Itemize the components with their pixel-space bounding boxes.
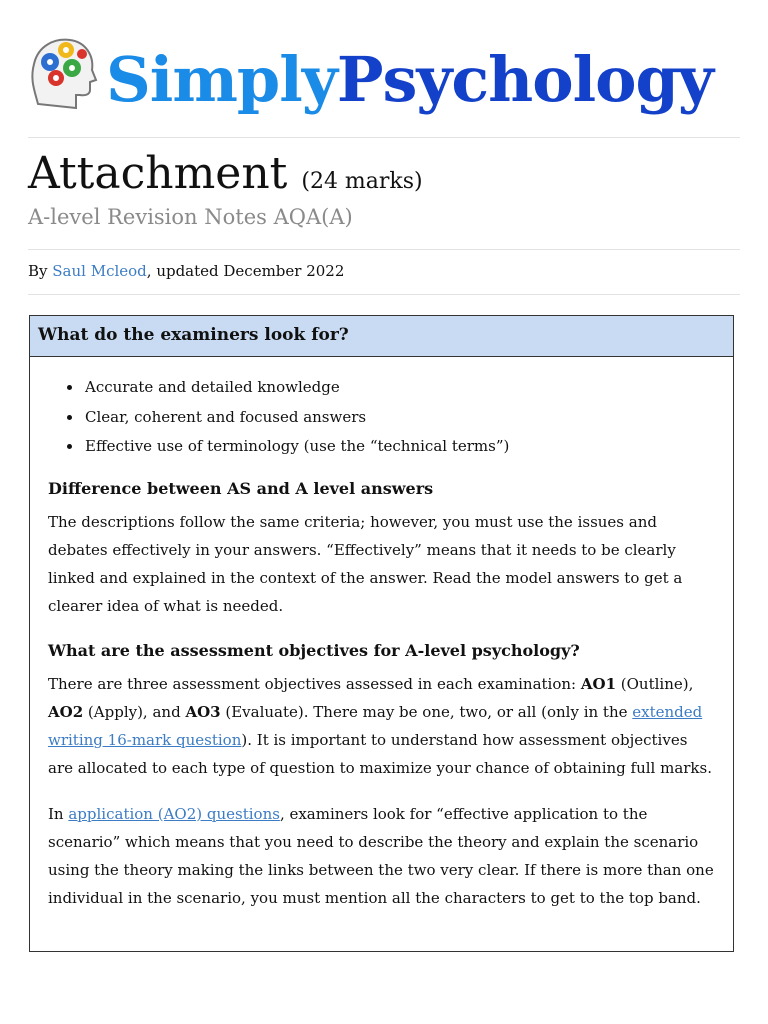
list-item: • Effective use of terminology (use the “technical terms”) (83, 432, 715, 462)
head-gears-logo-icon[interactable] (28, 34, 98, 114)
section-heading-as-a-level: Difference between AS and A level answers (48, 478, 434, 498)
byline (28, 262, 344, 280)
text-run: (Apply), and (83, 702, 186, 721)
byline-suffix: , updated December 2022 (146, 262, 345, 280)
divider (28, 137, 740, 138)
text-run: (Outline), (616, 674, 694, 693)
ao3-term: AO3 (185, 702, 221, 721)
paragraph-assessment-objectives (48, 670, 715, 782)
text-run: (Evaluate). There may be one, two, or all (only in the (220, 702, 633, 721)
examiners-box (29, 315, 734, 952)
application-questions-link[interactable]: application (AO2) questions (68, 804, 280, 823)
divider (28, 249, 740, 250)
site-header (28, 34, 740, 124)
page-title (28, 148, 423, 208)
page-subtitle: A-level Revision Notes AQA(A) (28, 205, 353, 229)
brand-part-2: Psychology (336, 43, 713, 116)
title-marks: (24 marks) (301, 169, 423, 194)
box-heading: What do the examiners look for? (30, 316, 733, 357)
brand-wordmark[interactable] (106, 40, 713, 120)
list-item: • Accurate and detailed knowledge (83, 373, 715, 403)
paragraph-application-questions (48, 800, 715, 912)
ao1-term: AO1 (580, 674, 617, 693)
divider (28, 294, 740, 295)
criteria-list (48, 373, 715, 462)
title-main: Attachment (28, 148, 288, 199)
text-run: , examiners look for “effective application to the scenario” which means that you need to describe the theory and explain the scenario using the theory making the links between the two very clear. If there is more than one individual in the scenario, you must mention all the characters to get to the top band. (48, 804, 714, 907)
ao2-term: AO2 (48, 702, 84, 721)
text-run: In (48, 804, 69, 823)
text-run: ). It is important to understand how assessment objectives are allocated to each type of question to maximize your chance of obtaining full marks. (48, 730, 712, 777)
author-link[interactable]: Saul Mcleod (52, 262, 147, 280)
list-item: • Clear, coherent and focused answers (83, 403, 715, 433)
section-heading-assessment-objectives: What are the assessment objectives for A-level psychology? (48, 640, 580, 660)
brand-part-1: Simply (106, 43, 337, 116)
byline-prefix: By (28, 262, 53, 280)
extended-writing-link[interactable]: extended writing 16-mark question (48, 702, 703, 749)
text-run: There are three assessment objectives assessed in each examination: (48, 674, 581, 693)
paragraph-as-a-level: The descriptions follow the same criteria; however, you must use the issues and debates effectively in your answers. “Effectively” means that it needs to be clearly linked and explained in the context of the answer. Read the model answers to get a clearer idea of what is needed. (48, 512, 683, 615)
box-body (30, 357, 733, 912)
